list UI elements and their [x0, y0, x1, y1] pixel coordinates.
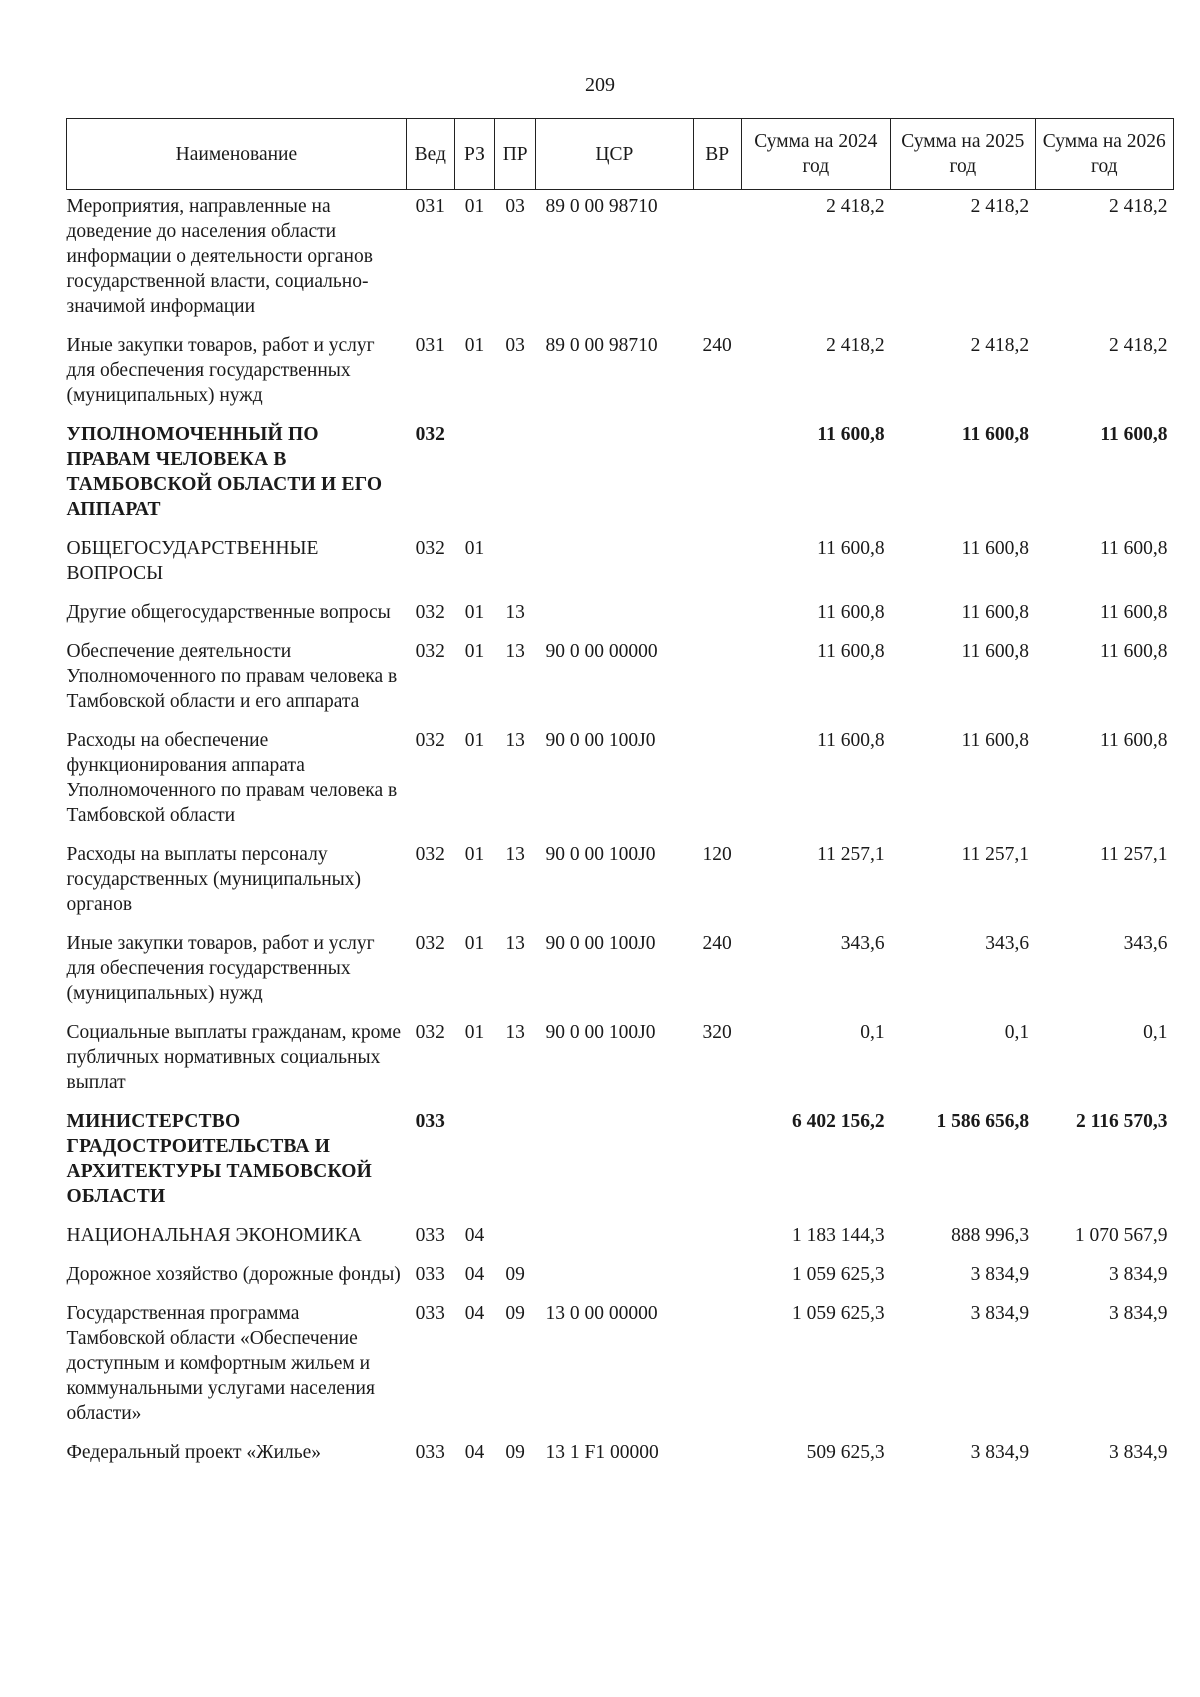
- row-name: Расходы на выплаты персоналу государственных (муниципальных) органов: [66, 844, 362, 915]
- row-sum-2025: 3 834,9: [970, 1264, 1030, 1285]
- row-vr: [693, 1436, 741, 1475]
- row-csr: 89 0 00 98710: [545, 335, 658, 356]
- row-rz: 01: [464, 1022, 485, 1043]
- row-rz: 04: [464, 1225, 485, 1246]
- header-pr: ПР: [495, 119, 536, 190]
- row-ved: 033: [415, 1264, 445, 1285]
- row-rz: 01: [464, 641, 485, 662]
- row-sum-2025: 2 418,2: [970, 335, 1030, 356]
- row-sum-2024: 11 600,8: [817, 602, 885, 623]
- row-name: Федеральный проект «Жилье»: [66, 1442, 322, 1463]
- row-ved: 033: [415, 1225, 445, 1246]
- row-sum-2026: 11 257,1: [1099, 844, 1168, 865]
- header-csr: ЦСР: [536, 119, 694, 190]
- table-row: [67, 724, 1174, 838]
- row-pr: 03: [505, 196, 525, 217]
- row-sum-2025: 343,6: [985, 933, 1030, 954]
- row-csr: 13 1 F1 00000: [545, 1442, 659, 1463]
- header-sum-2024: Сумма на 2024 год: [741, 119, 891, 190]
- row-name: Расходы на обеспечение функционирования аппарата Уполномоченного по правам человека в Тамбовской области: [66, 730, 398, 826]
- table-row: [67, 1258, 1174, 1297]
- row-vr: [693, 1105, 741, 1219]
- row-ved: 032: [415, 538, 445, 559]
- row-vr: 240: [702, 335, 732, 356]
- row-ved: 032: [415, 424, 445, 445]
- row-name: УПОЛНОМОЧЕННЫЙ ПО ПРАВАМ ЧЕЛОВЕКА В ТАМБОВСКОЙ ОБЛАСТИ И ЕГО АППАРАТ: [66, 424, 383, 520]
- row-ved: 032: [415, 730, 445, 751]
- row-pr: 13: [505, 730, 525, 751]
- row-vr: [693, 532, 741, 596]
- row-csr: 90 0 00 100J0: [545, 844, 656, 865]
- row-pr: [495, 1219, 536, 1258]
- row-rz: 01: [464, 602, 485, 623]
- row-vr: 120: [702, 844, 732, 865]
- row-pr: 13: [505, 602, 525, 623]
- header-vr: ВР: [693, 119, 741, 190]
- row-name: МИНИСТЕРСТВО ГРАДОСТРОИТЕЛЬСТВА И АРХИТЕКТУРЫ ТАМБОВСКОЙ ОБЛАСТИ: [66, 1111, 373, 1207]
- row-vr: 320: [702, 1022, 732, 1043]
- row-sum-2024: 11 600,8: [817, 641, 885, 662]
- row-sum-2025: 11 600,8: [961, 424, 1030, 445]
- row-rz: 01: [464, 730, 485, 751]
- row-name: Социальные выплаты гражданам, кроме публичных нормативных социальных выплат: [66, 1022, 401, 1093]
- header-sum-2025: Сумма на 2025 год: [891, 119, 1035, 190]
- row-vr: [693, 596, 741, 635]
- row-name: НАЦИОНАЛЬНАЯ ЭКОНОМИКА: [66, 1225, 362, 1246]
- row-sum-2026: 3 834,9: [1109, 1442, 1168, 1463]
- row-rz: 04: [464, 1303, 485, 1324]
- row-sum-2024: 2 418,2: [826, 335, 885, 356]
- table-row: [67, 596, 1174, 635]
- row-vr: [693, 1258, 741, 1297]
- row-rz: 01: [464, 933, 485, 954]
- row-vr: [693, 190, 741, 330]
- table-row: [67, 532, 1174, 596]
- row-sum-2026: 2 418,2: [1109, 196, 1168, 217]
- row-vr: [693, 724, 741, 838]
- row-sum-2026: 11 600,8: [1099, 602, 1168, 623]
- row-sum-2026: 11 600,8: [1100, 424, 1168, 445]
- row-ved: 031: [415, 335, 445, 356]
- row-rz: [454, 418, 495, 532]
- row-sum-2025: 1 586 656,8: [936, 1111, 1030, 1132]
- table-row: [67, 1016, 1174, 1105]
- row-sum-2025: 2 418,2: [970, 196, 1030, 217]
- row-ved: 032: [415, 1022, 445, 1043]
- row-ved: 033: [415, 1442, 445, 1463]
- row-sum-2025: 11 257,1: [961, 844, 1030, 865]
- row-pr: 03: [505, 335, 525, 356]
- row-pr: 13: [505, 844, 525, 865]
- row-sum-2024: 1 059 625,3: [791, 1264, 885, 1285]
- row-sum-2026: 11 600,8: [1099, 641, 1168, 662]
- row-sum-2024: 2 418,2: [826, 196, 885, 217]
- row-name: Обеспечение деятельности Уполномоченного по правам человека в Тамбовской области и его аппарата: [66, 641, 398, 712]
- row-sum-2026: 1 070 567,9: [1074, 1225, 1168, 1246]
- page-number: 209: [585, 74, 615, 96]
- row-sum-2024: 6 402 156,2: [791, 1111, 885, 1132]
- row-rz: 04: [464, 1442, 485, 1463]
- row-rz: [454, 1105, 495, 1219]
- row-vr: [693, 635, 741, 724]
- row-sum-2024: 343,6: [840, 933, 885, 954]
- table-row: [67, 190, 1174, 330]
- row-sum-2026: 343,6: [1123, 933, 1168, 954]
- row-sum-2026: 0,1: [1143, 1022, 1168, 1043]
- row-pr: 13: [505, 933, 525, 954]
- row-sum-2024: 11 257,1: [817, 844, 885, 865]
- row-name: Государственная программа Тамбовской области «Обеспечение доступным и комфортным жильем и коммунальными услугами населения области»: [66, 1303, 375, 1424]
- row-sum-2025: 11 600,8: [961, 602, 1030, 623]
- row-ved: 032: [415, 844, 445, 865]
- row-sum-2024: 11 600,8: [817, 730, 885, 751]
- table-row: [67, 838, 1174, 927]
- row-pr: [495, 418, 536, 532]
- row-rz: 04: [464, 1264, 485, 1285]
- row-sum-2026: 2 116 570,3: [1075, 1111, 1168, 1132]
- row-sum-2026: 11 600,8: [1099, 538, 1168, 559]
- row-vr: [693, 418, 741, 532]
- row-ved: 031: [415, 196, 445, 217]
- row-ved: 033: [415, 1111, 445, 1132]
- row-vr: [693, 1219, 741, 1258]
- row-sum-2024: 11 600,8: [817, 538, 885, 559]
- table-row: [67, 635, 1174, 724]
- row-csr: [536, 1258, 694, 1297]
- header-ved: Вед: [406, 119, 454, 190]
- header-sum-2026: Сумма на 2026 год: [1035, 119, 1173, 190]
- row-pr: [495, 1105, 536, 1219]
- table-row: [67, 1436, 1174, 1475]
- row-sum-2025: 888 996,3: [951, 1225, 1030, 1246]
- row-pr: 09: [505, 1264, 525, 1285]
- header-name: Наименование: [67, 119, 407, 190]
- row-csr: 13 0 00 00000: [545, 1303, 658, 1324]
- row-name: Мероприятия, направленные на доведение до населения области информации о деятельности органов государственной власти, социально-значимой информации: [66, 196, 373, 317]
- row-pr: 09: [505, 1303, 525, 1324]
- row-sum-2026: 3 834,9: [1109, 1303, 1168, 1324]
- table-row: [67, 927, 1174, 1016]
- row-rz: 01: [464, 844, 485, 865]
- row-sum-2026: 2 418,2: [1109, 335, 1168, 356]
- row-sum-2024: 11 600,8: [817, 424, 885, 445]
- table-row: [67, 1297, 1174, 1436]
- row-ved: 033: [415, 1303, 445, 1324]
- header-rz: РЗ: [454, 119, 495, 190]
- row-sum-2024: 1 183 144,3: [791, 1225, 885, 1246]
- row-pr: 09: [505, 1442, 525, 1463]
- row-csr: 90 0 00 00000: [545, 641, 658, 662]
- row-csr: [536, 1105, 694, 1219]
- row-name: Иные закупки товаров, работ и услуг для обеспечения государственных (муниципальных) нужд: [66, 933, 375, 1004]
- row-sum-2025: 3 834,9: [970, 1442, 1030, 1463]
- row-ved: 032: [415, 641, 445, 662]
- row-sum-2025: 0,1: [1004, 1022, 1030, 1043]
- row-ved: 032: [415, 602, 445, 623]
- table-row: [67, 329, 1174, 418]
- row-sum-2026: 11 600,8: [1099, 730, 1168, 751]
- table-row-department: [67, 418, 1174, 532]
- row-csr: [536, 1219, 694, 1258]
- row-sum-2025: 11 600,8: [961, 538, 1030, 559]
- row-name: Иные закупки товаров, работ и услуг для обеспечения государственных (муниципальных) нужд: [66, 335, 375, 406]
- row-sum-2024: 0,1: [860, 1022, 885, 1043]
- row-vr: [693, 1297, 741, 1436]
- row-csr: 90 0 00 100J0: [545, 1022, 656, 1043]
- row-sum-2025: 3 834,9: [970, 1303, 1030, 1324]
- row-pr: [495, 532, 536, 596]
- budget-table: [66, 118, 1174, 1475]
- row-rz: 01: [464, 335, 485, 356]
- row-sum-2025: 11 600,8: [961, 730, 1030, 751]
- row-csr: [536, 418, 694, 532]
- row-sum-2025: 11 600,8: [961, 641, 1030, 662]
- table-row: [67, 1219, 1174, 1258]
- row-rz: 01: [464, 196, 485, 217]
- row-csr: [536, 596, 694, 635]
- row-csr: [536, 532, 694, 596]
- row-name: Другие общегосударственные вопросы: [66, 602, 391, 623]
- row-ved: 032: [415, 933, 445, 954]
- row-csr: 90 0 00 100J0: [545, 933, 656, 954]
- row-sum-2024: 1 059 625,3: [791, 1303, 885, 1324]
- row-sum-2026: 3 834,9: [1109, 1264, 1168, 1285]
- table-row-department: [67, 1105, 1174, 1219]
- row-vr: 240: [702, 933, 732, 954]
- row-pr: 13: [505, 641, 525, 662]
- row-csr: 90 0 00 100J0: [545, 730, 656, 751]
- row-sum-2024: 509 625,3: [806, 1442, 885, 1463]
- row-rz: 01: [464, 538, 485, 559]
- row-csr: 89 0 00 98710: [545, 196, 658, 217]
- row-name: ОБЩЕГОСУДАРСТВЕННЫЕ ВОПРОСЫ: [66, 538, 319, 584]
- table-header-row: [67, 119, 1174, 190]
- row-name: Дорожное хозяйство (дорожные фонды): [66, 1264, 401, 1285]
- row-pr: 13: [505, 1022, 525, 1043]
